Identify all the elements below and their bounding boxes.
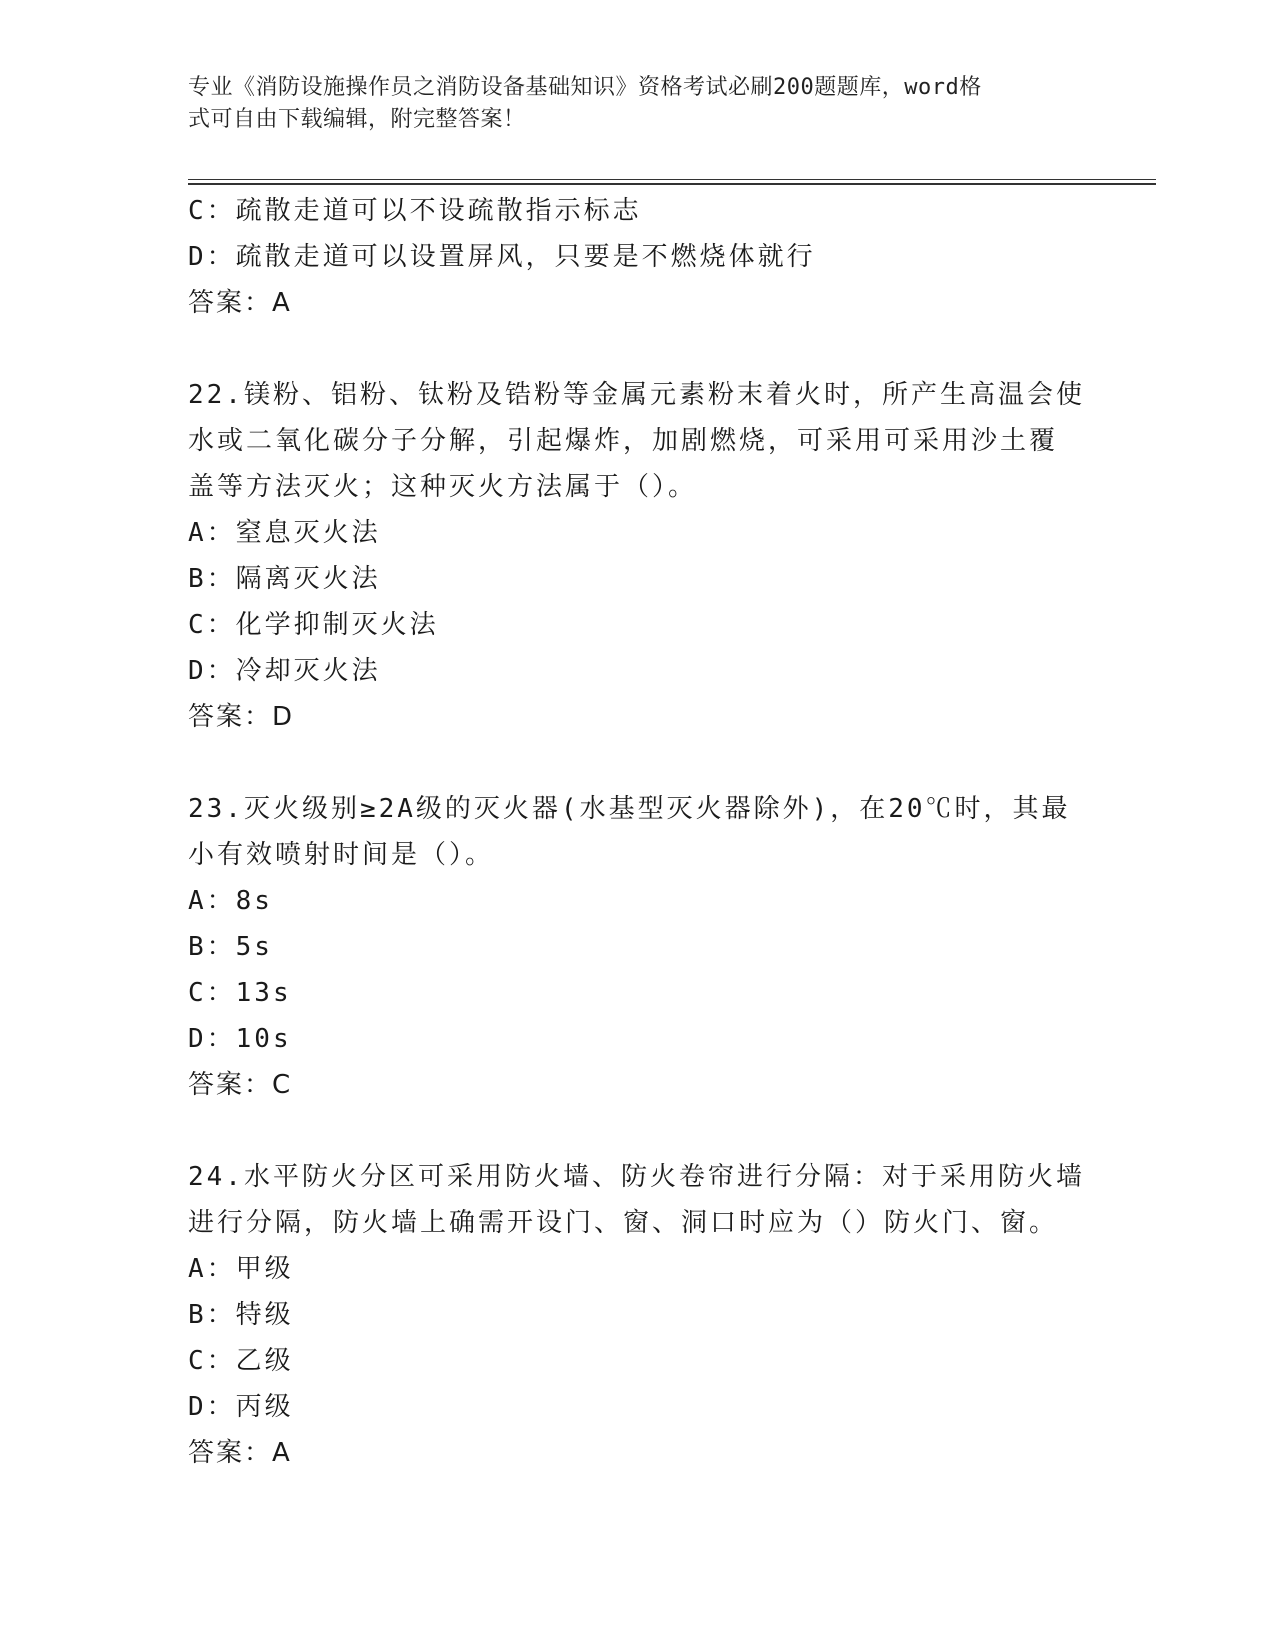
- q24-option-c: C：乙级: [188, 1346, 294, 1376]
- q22-answer: 答案：D: [188, 702, 295, 732]
- q23-option-c: C：13s: [188, 978, 292, 1008]
- spacer: [188, 740, 1088, 786]
- q22-stem-line-3: 盖等方法灭火；这种灭火方法属于（）。: [188, 472, 698, 502]
- q21-option-d: D：疏散走道可以设置屏风，只要是不燃烧体就行: [188, 242, 816, 272]
- q23-option-d: D：10s: [188, 1024, 292, 1054]
- q22-stem-line-1: 22.镁粉、铝粉、钛粉及锆粉等金属元素粉末着火时，所产生高温会使: [188, 380, 1085, 410]
- header-line-2: 式可自由下载编辑，附完整答案！: [188, 107, 526, 132]
- q22-stem-line-2: 水或二氧化碳分子分解，引起爆炸，加剧燃烧，可采用可采用沙土覆: [188, 426, 1059, 456]
- q23-option-b: B：5s: [188, 932, 273, 962]
- question-list: [188, 188, 1088, 1476]
- q23-answer: 答案：C: [188, 1070, 293, 1100]
- question-23: [188, 786, 1088, 1108]
- q23-option-a: A：8s: [188, 886, 273, 916]
- question-22: [188, 372, 1088, 740]
- q22-option-d: D：冷却灭火法: [188, 656, 381, 686]
- spacer: [188, 326, 1088, 372]
- q22-option-c: C：化学抑制灭火法: [188, 610, 439, 640]
- q22-option-b: B：隔离灭火法: [188, 564, 381, 594]
- q24-option-b: B：特级: [188, 1300, 294, 1330]
- q21-option-c: C：疏散走道可以不设疏散指示标志: [188, 196, 642, 226]
- q24-stem-line-2: 进行分隔，防火墙上确需开设门、窗、洞口时应为（）防火门、窗。: [188, 1208, 1059, 1238]
- q24-option-d: D：丙级: [188, 1392, 294, 1422]
- header-divider-thin: [188, 179, 1156, 180]
- question-24: [188, 1154, 1088, 1476]
- header-line-1: 专业《消防设施操作员之消防设备基础知识》资格考试必刷200题题库，word格: [188, 75, 982, 100]
- header-divider-thick: [188, 183, 1156, 185]
- q21-answer: 答案：A: [188, 288, 292, 318]
- q24-option-a: A：甲级: [188, 1254, 294, 1284]
- q23-stem-line-2: 小有效喷射时间是（）。: [188, 840, 495, 870]
- question-21: [188, 188, 1088, 326]
- q24-answer: 答案：A: [188, 1438, 292, 1468]
- q23-stem-line-1: 23.灭火级别≥2A级的灭火器(水基型灭火器除外)，在20℃时，其最: [188, 794, 1071, 824]
- spacer: [188, 1108, 1088, 1154]
- q22-option-a: A：窒息灭火法: [188, 518, 381, 548]
- document-header: [188, 72, 1068, 136]
- q24-stem-line-1: 24.水平防火分区可采用防火墙、防火卷帘进行分隔：对于采用防火墙: [188, 1162, 1085, 1192]
